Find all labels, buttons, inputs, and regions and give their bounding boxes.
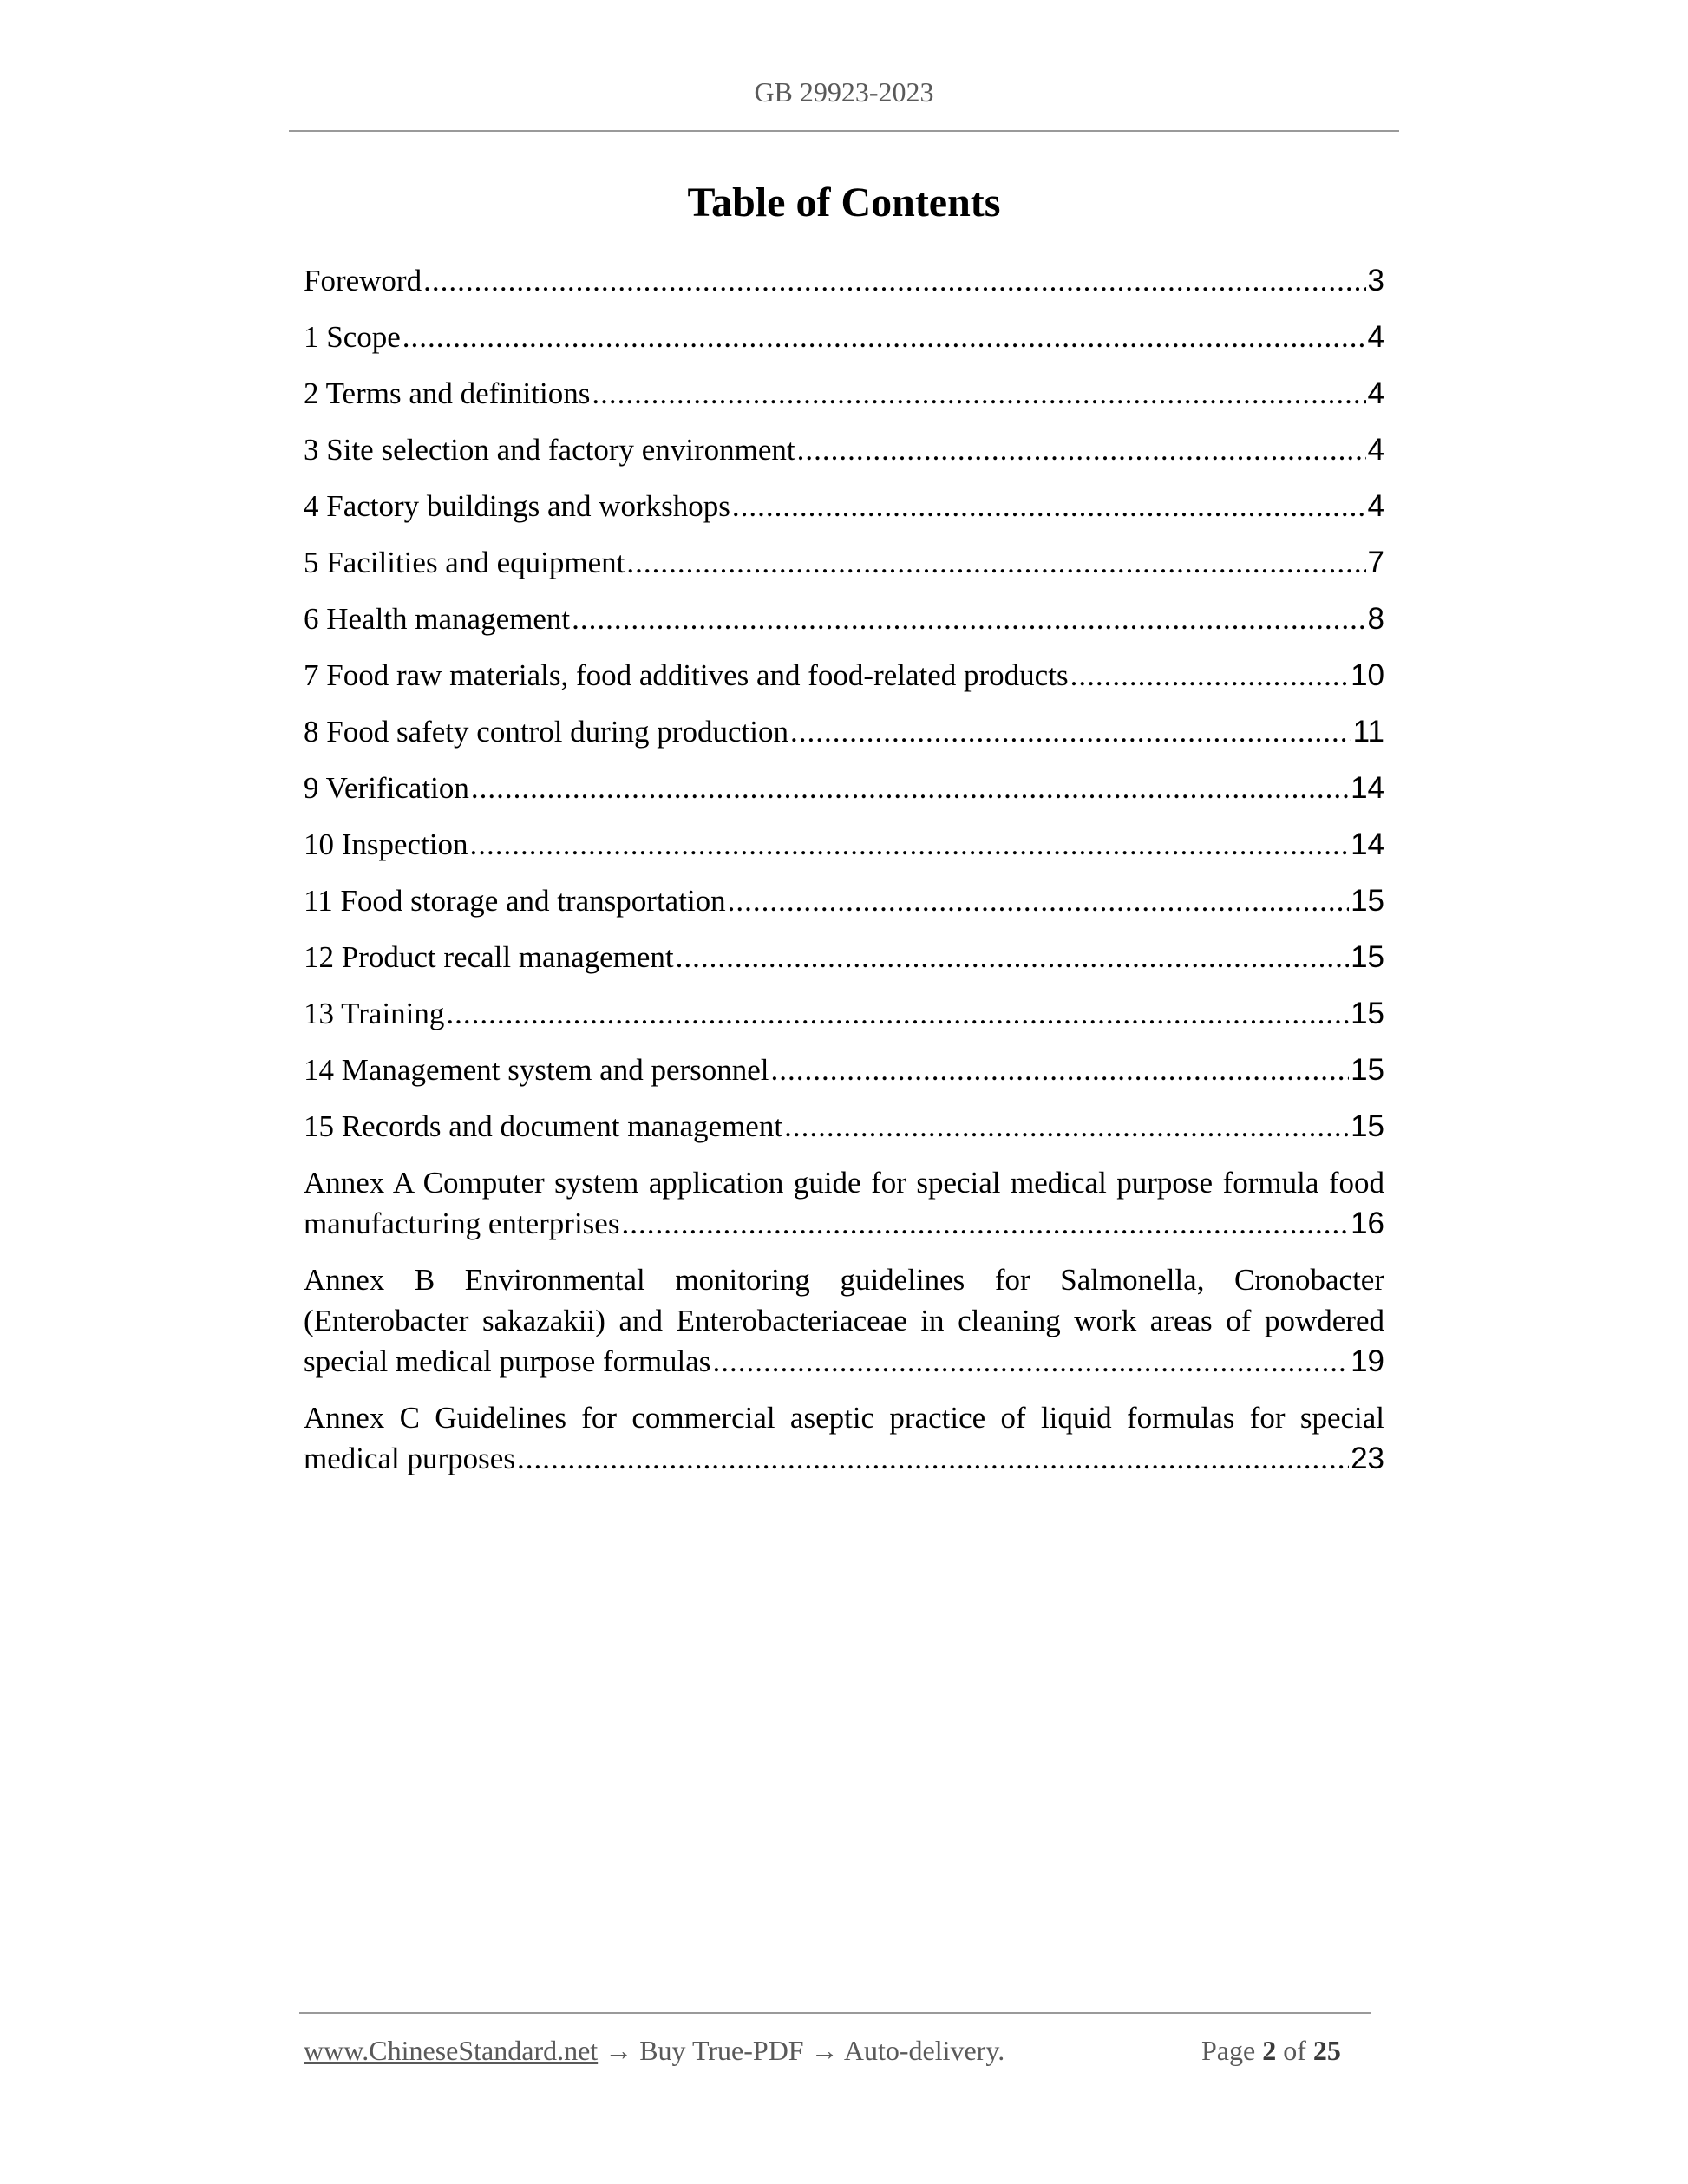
current-page-number: 2: [1262, 2035, 1277, 2066]
toc-entry-label: 1 Scope: [304, 320, 401, 354]
toc-entry-label: 2 Terms and definitions: [304, 376, 591, 410]
toc-entry-product-recall[interactable]: [304, 937, 1384, 978]
toc-entry-label: 10 Inspection: [304, 827, 468, 861]
toc-entry-page: 14: [1351, 827, 1384, 861]
toc-entry-label: 7 Food raw materials, food additives and food-related products: [304, 658, 1069, 692]
toc-entry-label: 12 Product recall management: [304, 940, 674, 974]
toc-entry-page: 15: [1351, 997, 1384, 1030]
toc-entry-annex-last-line: medical purposes: [304, 1442, 515, 1475]
toc-entry-annex-text: Annex C Guidelines for commercial aseptic practice of liquid formulas for special: [304, 1401, 1384, 1435]
toc-entry-label: 9 Verification: [304, 771, 469, 805]
toc-entry-scope[interactable]: [304, 317, 1384, 357]
toc-entry-label: 13 Training: [304, 997, 445, 1030]
toc-entry-storage-transport[interactable]: [304, 880, 1384, 921]
toc-entry-label: 3 Site selection and factory environment: [304, 433, 795, 467]
toc-entry-training[interactable]: [304, 993, 1384, 1034]
dot-leader: [732, 486, 1366, 526]
toc-entry-page: 11: [1352, 715, 1384, 749]
page-indicator: [1201, 2035, 1341, 2067]
toc-entry-annex-last-line: special medical purpose formulas: [304, 1344, 711, 1378]
dot-leader: [771, 1049, 1350, 1090]
toc-entry-site-selection[interactable]: [304, 429, 1384, 470]
header-standard-code: GB 29923-2023: [754, 76, 934, 108]
toc-entry-factory-buildings[interactable]: [304, 486, 1384, 526]
toc-entry-page: 19: [1351, 1344, 1384, 1378]
toc-entry-page: 15: [1351, 1109, 1384, 1143]
dot-leader: [470, 824, 1350, 865]
toc-entry-page: 8: [1367, 602, 1384, 636]
toc-entry-annex-b[interactable]: [304, 1259, 1384, 1382]
toc-entry-inspection[interactable]: [304, 824, 1384, 865]
toc-entry-annex-text: Annex A Computer system application guide for special medical purpose formula food: [304, 1166, 1384, 1200]
toc-entry-label: 15 Records and document management: [304, 1109, 783, 1143]
dot-leader: [402, 317, 1366, 357]
dot-leader: [446, 993, 1349, 1034]
footer-promo: [304, 2035, 1004, 2067]
dot-leader: [572, 598, 1365, 639]
toc-entry-page: 23: [1351, 1442, 1384, 1475]
toc-entry-page: 16: [1351, 1206, 1384, 1240]
toc-entry-page: 3: [1367, 264, 1384, 298]
toc-entry-label: 8 Food safety control during production: [304, 715, 788, 749]
toc-entry-page: 15: [1351, 1053, 1384, 1087]
toc-entry-label: 14 Management system and personnel: [304, 1053, 769, 1087]
toc-entry-page: 4: [1367, 489, 1384, 523]
site-link[interactable]: www.ChineseStandard.net: [304, 2035, 599, 2066]
page-of: of: [1276, 2035, 1313, 2066]
toc-entry-label: 6 Health management: [304, 602, 571, 636]
toc-entry-page: 7: [1367, 546, 1384, 579]
dot-leader: [621, 1203, 1349, 1244]
footer-promo-text: → Buy True-PDF → Auto-delivery.: [598, 2035, 1005, 2066]
toc-entry-safety-control[interactable]: [304, 711, 1384, 752]
toc-entry-page: 4: [1367, 320, 1384, 354]
dot-leader: [626, 542, 1365, 583]
dot-leader: [784, 1106, 1349, 1147]
dot-leader: [517, 1438, 1349, 1479]
toc-entry-label: 4 Factory buildings and workshops: [304, 489, 730, 523]
toc-entry-label: 11 Food storage and transportation: [304, 884, 726, 918]
dot-leader: [676, 937, 1349, 978]
dot-leader: [1070, 655, 1350, 696]
toc-entry-management-system[interactable]: [304, 1049, 1384, 1090]
toc-entry-foreword[interactable]: [304, 260, 1384, 301]
dot-leader: [790, 711, 1351, 752]
toc-entry-page: 4: [1367, 376, 1384, 410]
header-divider: [289, 130, 1399, 132]
dot-leader: [797, 429, 1366, 470]
toc-entry-page: 10: [1351, 658, 1384, 692]
toc-entry-label: Foreword: [304, 264, 422, 298]
toc-entry-raw-materials[interactable]: [304, 655, 1384, 696]
dot-leader: [712, 1341, 1349, 1382]
toc-entry-terms[interactable]: [304, 373, 1384, 414]
dot-leader: [728, 880, 1349, 921]
footer-divider: [299, 2012, 1371, 2014]
toc-entry-health-management[interactable]: [304, 598, 1384, 639]
toc-entry-annex-a[interactable]: [304, 1162, 1384, 1244]
toc-entry-label: 5 Facilities and equipment: [304, 546, 625, 579]
toc-entry-annex-text: Annex B Environmental monitoring guidelines for Salmonella, Cronobacter (Enterobacter sakazakii) and Enterobacteriaceae in cleaning work areas of powdered: [304, 1263, 1384, 1337]
toc-entry-records[interactable]: [304, 1106, 1384, 1147]
toc-entry-annex-c[interactable]: [304, 1397, 1384, 1479]
page-prefix: Page: [1201, 2035, 1263, 2066]
dot-leader: [592, 373, 1365, 414]
toc-entry-facilities[interactable]: [304, 542, 1384, 583]
total-pages-number: 25: [1312, 2035, 1341, 2066]
table-of-contents: [304, 260, 1384, 1494]
toc-title: Table of Contents: [687, 180, 1001, 226]
toc-entry-page: 4: [1367, 433, 1384, 467]
toc-entry-page: 15: [1351, 884, 1384, 918]
toc-entry-page: 15: [1351, 940, 1384, 974]
dot-leader: [471, 768, 1349, 808]
toc-entry-page: 14: [1351, 771, 1384, 805]
toc-entry-annex-last-line: manufacturing enterprises: [304, 1206, 620, 1240]
dot-leader: [423, 260, 1365, 301]
toc-entry-verification[interactable]: [304, 768, 1384, 808]
